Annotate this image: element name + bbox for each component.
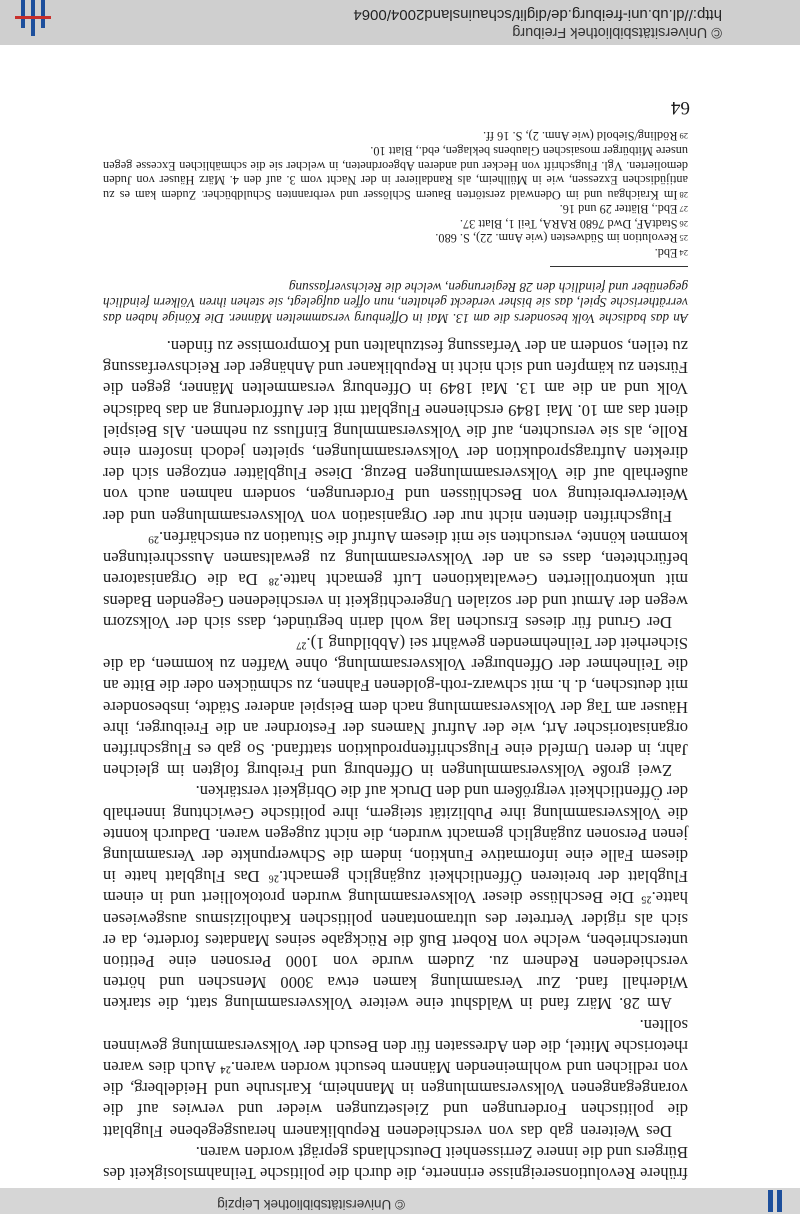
footnote-number: 26 [679,218,688,229]
quoted-flyer-caption: An das badische Volk besonders die am 13. Mai in Offenburg versammelten Männer. Die Könige haben das verrätherische Spiel, das sie bisher verdeckt gehalten, nun offen aufgelegt, sie stehen ihren Völkern feindlich gegenüber und feindlich den 28 Regierungen, welche die Reichsverfassung [103,279,688,326]
footnote-text: Revolution im Südwesten (wie Anm. 22), S. 680. [435,231,678,246]
paragraph: Flugschriften dienten nicht nur der Organisation von Volksversammlungen und der Weiterverbreitung von Beschlüssen und Forderungen, sondern nahmen auch von außerhalb auf die Volksversammlungen Bezug. Diese Flugblätter entzogen sich der direkten Auftragsproduktion der Volksversammlungen, spielten jedoch insofern eine Rolle, als sie versuchten, auf die Volksversammlung Einfluss zu nehmen. Als Beispiel dient das am 10. Mai 1849 erschienene Flugblatt mit der Aufforderung an das badische Volk und an die am 13. Mai 1849 in Offenburg versammelten Männer, gegen die Fürsten zu kämpfen und sich nicht in Republikaner und Anhänger der Reichsverfassung zu teilen, sondern an der Verfassung festzuhalten und Kompromisse zu finden. [103,337,688,526]
page-number: 64 [671,97,690,118]
footnote-text: Rödling/Siebold (wie Anm. 2), S. 16 ff. [483,129,678,144]
footnote [103,231,688,246]
footnote [103,143,688,201]
holding-notice: © Universitätsbibliothek Freiburg [512,24,722,40]
digital-copy-url[interactable]: http://dl.ub.uni-freiburg.de/diglit/schauinsland2004/0064 [353,6,722,23]
library-logo-icon [752,1188,782,1212]
footnote-number: 27 [679,204,688,215]
university-library-logo-icon [11,0,55,36]
paragraph: Am 28. März fand in Waldshut eine weitere Volksversammlung statt, die starken Widerhall fand. Zur Versammlung kamen etwa 3000 Menschen und hörten verschiedenen Rednern zu. Zudem wurde von 1000 Personen eine Petition unterschrieben, welche von Robert Buß die Rückgabe seines Mandates forderte, da er sich als rigider Vertreter des ultramontanen politischen Katholizismus ausgewiesen hatte.²⁵ Die Beschlüsse dieser Volksversammlung wurden protokolliert und in einem Flugblatt der breiteren Öffentlichkeit zugänglich gemacht.²⁶ Das Flugblatt hatte in diesem Falle eine informative Funktion, indem die Schwerpunkte der Versammlung jenen Personen zugänglich gemacht wurden, die nicht zugegen waren. Dadurch konnte die Volksversammlung ihre Publizität steigern, ihre politische Gewichtung innerhalb der Öffentlichkeit vergrößern und den Druck auf die Obrigkeit verstärken. [103,782,688,1014]
footnote-rule [550,266,688,267]
footnote-text: Im Kraichgau und im Odenwald zerstörten Bauern Schlösser und verbrannten Schuldbücher. Zudem kam es zu antijüdischen Exzessen, wie in Müllheim, als Randalierer in der Nacht vom 3. auf den 4. März Häuser von Juden demolierten. Vgl. Flugschrift von Hecker und anderen Abgeordneten, in welcher sie die schmählichen Excesse gegen unsere Mitbürger mosaischen Glaubens beklagen, ebd., Blatt 10. [103,143,688,202]
footnote-text: Ebd., Blätter 29 und 16. [559,202,678,217]
footnote [103,202,688,217]
footnote-number: 28 [679,189,688,200]
footnote [103,246,688,261]
footnote [103,129,688,144]
footnote-text: StadtAF, Dwd 7680 RARA, Teil 1, Blatt 37. [459,216,678,231]
footnote-number: 29 [679,131,688,142]
paragraph: Des Weiteren gab das von verschiedenen Republikanern herausgegebene Flugblatt die politischen Forderungen und Zielsetzungen wieder und verwies auf die vorangegangenen Volksversammlungen in Mannheim, Karlsruhe und Heidelberg, die von redlichen und wohlmeinenden Männern besucht worden waren.²⁴ Auch dies waren rhetorische Mittel, die den Adressaten für den Besuch der Volksversammlung gewinnen sollten. [103,1015,688,1141]
paragraph: Der Grund für dieses Ersuchen lag wohl darin begründet, dass sich der Volkszorn wegen der Armut und der sozialen Ungerechtigkeit in verschiedenen Gegenden Badens mit unkontrollierten Gewaltaktionen Luft gemacht hatte.²⁸ Da die Organisatoren befürchteten, dass es an der Volksversammlung zu gewaltsamen Ausschreitungen kommen könnte, versuchten sie mit diesem Aufruf die Situation zu entschärfen.²⁹ [103,527,688,632]
page-body [103,129,688,1184]
paragraph: Zwei große Volksversammlungen in Offenburg und Freiburg folgten im gleichen Jahr, in deren Umfeld eine Flugschriftenproduktion stattfand. So gab es Flugschriften organisatorischer Art, wie der Aufruf Namens der Festordner an die Freiburger, ihre Häuser am Tag der Volksversammlung nach dem Beispiel anderer Städte, insbesondere mit deutschen, d. h. mit schwarz-roth-goldenen Fahnen, zu schmücken oder die Bitte an die Teilnehmer der Offenburger Volksversammlung, ohne Waffen zu kommen, da die Sicherheit der Teilnehmenden gewährt sei (Abbildung 1).²⁷ [103,633,688,781]
holding-notice-faint: © Universitätsbibliothek Leipzig [217,1197,405,1212]
footnote-text: Ebd. [654,246,678,261]
paragraph: frühere Revolutionsereignisse erinnerte, die durch die politische Teilnahmslosigkeit des Bürgers und die innere Zerrissenheit Deutschlands geprägt worden waren. [103,1142,688,1183]
footnote-number: 24 [679,248,688,259]
footnote-number: 25 [679,233,688,244]
footnote [103,216,688,231]
